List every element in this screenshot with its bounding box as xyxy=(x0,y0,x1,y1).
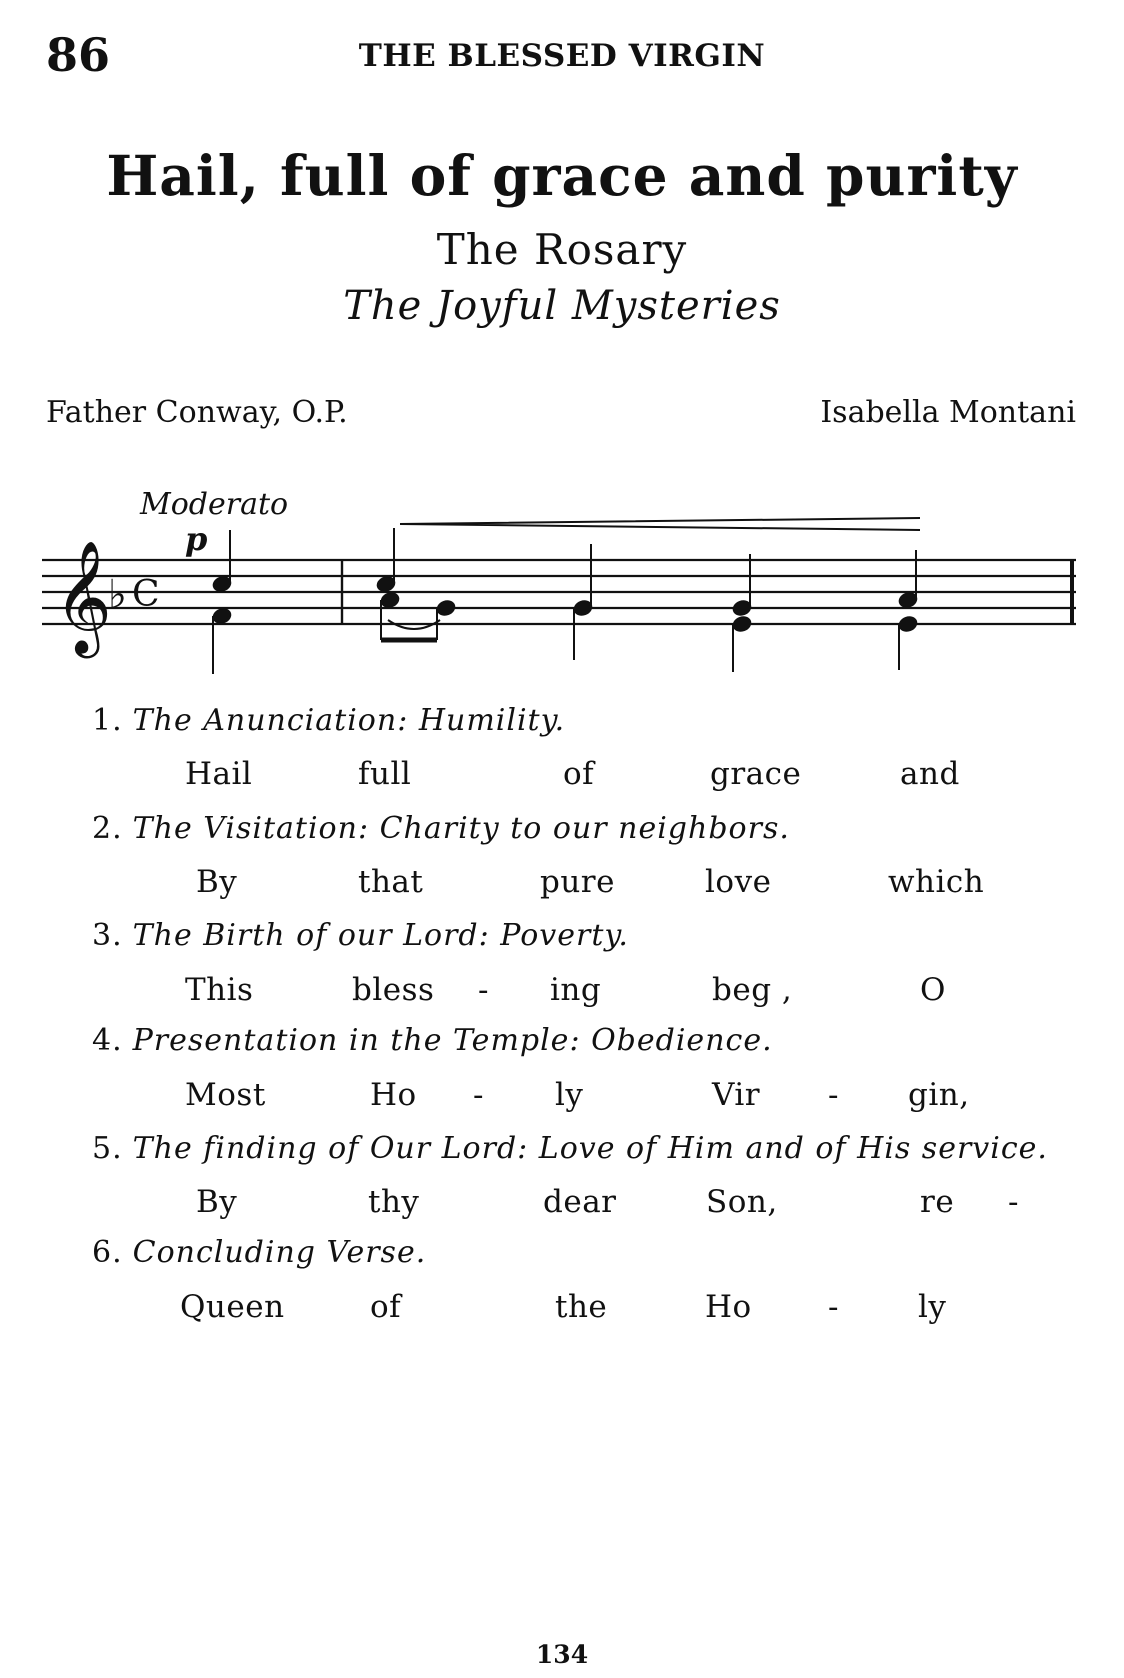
lyric-syllable: - xyxy=(828,1077,839,1113)
treble-clef-icon: 𝄞 xyxy=(54,540,112,654)
verse-number: 5. xyxy=(92,1131,123,1166)
lyric-syllable: full xyxy=(358,756,412,792)
lyric-syllable: Hail xyxy=(185,756,253,792)
verse-heading-6 xyxy=(92,1235,426,1270)
verse-number: 1. xyxy=(92,703,123,738)
lyric-syllable: of xyxy=(370,1289,402,1325)
lyric-syllable: Son, xyxy=(706,1184,778,1220)
composer-credit: Isabella Montani xyxy=(820,395,1076,430)
song-title: Hail, full of grace and purity xyxy=(106,143,1018,208)
lyric-syllable: the xyxy=(555,1289,608,1325)
lyric-syllable: grace xyxy=(710,756,802,792)
lyric-syllable: pure xyxy=(540,864,615,900)
lyric-syllable: that xyxy=(358,864,424,900)
verse-number: 6. xyxy=(92,1235,123,1270)
lyric-syllable: By xyxy=(196,864,238,900)
lyric-syllable: and xyxy=(900,756,960,792)
time-signature: C xyxy=(132,574,160,615)
lyric-syllable: - xyxy=(1008,1184,1019,1220)
footer-page-number: 134 xyxy=(535,1640,589,1669)
lyric-syllable: - xyxy=(478,972,489,1008)
page-number: 86 xyxy=(46,28,111,82)
verse-number: 4. xyxy=(92,1023,123,1058)
flat-icon: ♭ xyxy=(108,572,127,618)
lyric-syllable: re xyxy=(920,1184,955,1220)
verse-title: Concluding Verse. xyxy=(132,1235,427,1270)
lyric-syllable: Vir xyxy=(712,1077,761,1113)
lyric-syllable: O xyxy=(920,972,946,1008)
note-head xyxy=(897,614,919,633)
lyric-syllable: Ho xyxy=(705,1289,752,1325)
verse-title: The Birth of our Lord: Poverty. xyxy=(132,918,629,953)
lyric-syllable: Queen xyxy=(180,1289,285,1325)
verse-heading-5 xyxy=(92,1131,1048,1166)
lyric-syllable: Ho xyxy=(370,1077,417,1113)
lyric-syllable: This xyxy=(185,972,254,1008)
verse-title: Presentation in the Temple: Obedience. xyxy=(132,1023,773,1058)
lyric-syllable: of xyxy=(563,756,595,792)
lyric-syllable: beg , xyxy=(712,972,793,1008)
lyric-syllable: ly xyxy=(555,1077,584,1113)
running-head: THE BLESSED VIRGIN xyxy=(358,38,766,74)
note-head xyxy=(731,614,753,633)
lyric-syllable: - xyxy=(473,1077,484,1113)
note-head xyxy=(379,590,401,609)
lyric-syllable: - xyxy=(828,1289,839,1325)
lyric-syllable: Most xyxy=(185,1077,266,1113)
lyric-syllable: dear xyxy=(543,1184,617,1220)
dynamic-marking: p xyxy=(185,520,208,558)
verse-number: 3. xyxy=(92,918,123,953)
verse-heading-2 xyxy=(92,811,790,846)
section-title: The Joyful Mysteries xyxy=(343,283,781,329)
chord-3 xyxy=(572,544,594,660)
lyric-syllable: which xyxy=(888,864,985,900)
lyric-syllable: love xyxy=(705,864,772,900)
verse-heading-4 xyxy=(92,1023,773,1058)
verse-number: 2. xyxy=(92,811,123,846)
note-head xyxy=(435,598,457,617)
chord-4 xyxy=(731,554,753,672)
lyric-syllable: By xyxy=(196,1184,238,1220)
lyric-syllable: ing xyxy=(550,972,602,1008)
music-staff xyxy=(0,510,1124,690)
lyricist-credit: Father Conway, O.P. xyxy=(46,395,348,430)
verse-title: The finding of Our Lord: Love of Him and of His service. xyxy=(132,1131,1048,1166)
lyric-syllable: bless xyxy=(352,972,435,1008)
verse-title: The Visitation: Charity to our neighbors. xyxy=(132,811,790,846)
song-subtitle: The Rosary xyxy=(436,225,688,274)
chord-1 xyxy=(211,530,233,674)
tempo-marking: Moderato xyxy=(140,487,289,522)
note-head xyxy=(211,606,233,625)
verse-title: The Anunciation: Humility. xyxy=(132,703,566,738)
chord-5 xyxy=(897,550,919,670)
lyric-syllable: gin, xyxy=(908,1077,970,1113)
lyric-syllable: ly xyxy=(918,1289,947,1325)
crescendo-hairpin xyxy=(400,518,920,530)
verse-heading-3 xyxy=(92,918,629,953)
verse-heading-1 xyxy=(92,703,565,738)
lyric-syllable: thy xyxy=(368,1184,420,1220)
